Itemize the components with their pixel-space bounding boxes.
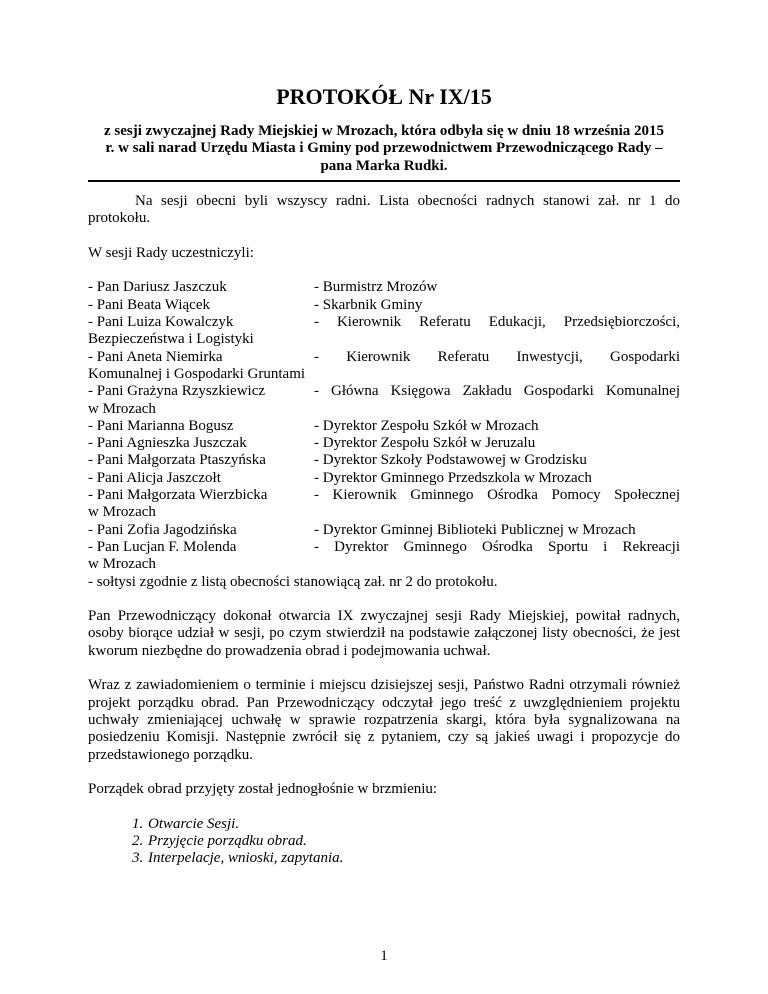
- participant-row: [88, 279, 680, 296]
- participant-role: - Dyrektor Gminnej Biblioteki Publicznej w Mrozach: [314, 521, 636, 538]
- participant-row: [88, 349, 680, 366]
- participant-name: - Pani Marianna Bogusz: [88, 417, 234, 434]
- participant-row: [88, 487, 680, 504]
- participant-name: - Pani Małgorzata Wierzbicka: [88, 487, 268, 504]
- document-subtitle: [88, 123, 680, 175]
- participant-row: [88, 314, 680, 331]
- participant-role: - Dyrektor Zespołu Szkół w Mrozach: [314, 417, 539, 434]
- agenda-item-text: Przyjęcie porządku obrad.: [148, 832, 307, 849]
- agenda-item-text: Interpelacje, wnioski, zapytania.: [148, 850, 344, 867]
- participant-name: - Pan Dariusz Jaszczuk: [88, 279, 227, 296]
- opening-paragraph: Pan Przewodniczący dokonał otwarcia IX zwyczajnej sesji Rady Miejskiej, powitał radnych, osoby biorące udział w sesji, po czym stwierdził na podstawie załączonej listy obecności, że jest kworum niezbędne do prowadzenia obrad i podejmowania uchwał.: [88, 608, 680, 659]
- intro-paragraph: Na sesji obecni byli wszyscy radni. Lista obecności radnych stanowi zał. nr 1 do protokołu.: [88, 193, 680, 227]
- header-divider: [88, 180, 680, 182]
- agenda-item-number: 3.: [132, 850, 144, 867]
- subtitle-line: z sesji zwyczajnej Rady Miejskiej w Mrozach, która odbyła się w dniu 18 września 2015: [103, 123, 665, 139]
- participant-row: [88, 522, 680, 539]
- agenda-heading: Porządek obrad przyjęty został jednogłośnie w brzmieniu:: [88, 781, 438, 798]
- participant-row: [88, 539, 680, 556]
- participant-row: [88, 297, 680, 314]
- participant-role-continuation: Bezpieczeństwa i Logistyki: [88, 331, 254, 348]
- participant-row: [88, 470, 680, 487]
- page-number: 1: [380, 948, 388, 964]
- participant-row: [88, 452, 680, 469]
- participant-name: - Pani Zofia Jagodzińska: [88, 521, 237, 538]
- participant-role: - Dyrektor Zespołu Szkół w Jeruzalu: [314, 435, 536, 452]
- participant-role: - Skarbnik Gminy: [314, 296, 423, 313]
- participant-name: - Pani Luiza Kowalczyk: [88, 314, 234, 331]
- agenda-item-number: 2.: [132, 832, 144, 849]
- participant-row: [88, 435, 680, 452]
- participant-role: - Dyrektor Szkoły Podstawowej w Grodzisku: [314, 452, 587, 469]
- participant-name: - Pani Aneta Niemirka: [88, 348, 223, 365]
- participant-name: - Pani Agnieszka Juszczak: [88, 435, 247, 452]
- participant-role: - Kierownik Referatu Inwestycji, Gospodarki: [314, 348, 680, 365]
- document-title: PROTOKÓŁ Nr IX/15: [276, 84, 492, 109]
- participant-role: - Dyrektor Gminnego Ośrodka Sportu i Rekreacji: [314, 538, 680, 555]
- subtitle-line: pana Marka Rudki.: [320, 157, 448, 174]
- participant-role: - Kierownik Referatu Edukacji, Przedsiębiorczości,: [314, 314, 680, 331]
- subtitle-line: r. w sali narad Urzędu Miasta i Gminy pod przewodnictwem Przewodniczącego Rady –: [105, 140, 663, 157]
- agenda-item: [132, 850, 680, 867]
- agenda-list: [132, 816, 680, 868]
- document-body: [88, 193, 680, 868]
- participant-role: - Dyrektor Gminnego Przedszkola w Mrozach: [314, 469, 592, 486]
- participant-name: - Pani Beata Wiącek: [88, 296, 210, 313]
- participant-role-continuation: w Mrozach: [88, 556, 156, 573]
- participant-role: - Główna Księgowa Zakładu Gospodarki Komunalnej: [314, 383, 680, 400]
- participant-name: - Pani Małgorzata Ptaszyńska: [88, 452, 266, 469]
- participant-role-continuation: Komunalnej i Gospodarki Gruntami: [88, 365, 306, 382]
- agenda-intro-paragraph: Wraz z zawiadomieniem o terminie i miejscu dzisiejszej sesji, Państwo Radni otrzymali również projekt porządku obrad. Pan Przewodniczący odczytał jego treść z uwzględnieniem projektu uchwały zmieniającej uchwałę w sprawie rozpatrzenia skargi, która była sygnalizowana na posiedzeniu Komisji. Następnie zwrócił się z pytaniem, czy są jakieś uwagi i propozycje do przedstawionego porządku.: [88, 677, 680, 763]
- participant-name: - Pani Grażyna Rzyszkiewicz: [88, 383, 266, 400]
- participants-list: [88, 279, 680, 573]
- soltysi-line: - sołtysi zgodnie z listą obecności stanowiącą zał. nr 2 do protokołu.: [88, 573, 498, 590]
- participant-row: [88, 383, 680, 400]
- participant-role-continuation: w Mrozach: [88, 400, 156, 417]
- participants-heading: W sesji Rady uczestniczyli:: [88, 244, 254, 261]
- participant-role-continuation: w Mrozach: [88, 504, 156, 521]
- agenda-item: [132, 816, 680, 833]
- participant-row: [88, 418, 680, 435]
- participant-role: - Burmistrz Mrozów: [314, 279, 438, 296]
- agenda-item-text: Otwarcie Sesji.: [148, 815, 240, 832]
- participant-role: - Kierownik Gminnego Ośrodka Pomocy Społecznej: [314, 487, 680, 504]
- participant-name: - Pani Alicja Jaszczołt: [88, 469, 221, 486]
- agenda-item: [132, 833, 680, 850]
- participant-name: - Pan Lucjan F. Molenda: [88, 538, 237, 555]
- agenda-item-number: 1.: [132, 815, 144, 832]
